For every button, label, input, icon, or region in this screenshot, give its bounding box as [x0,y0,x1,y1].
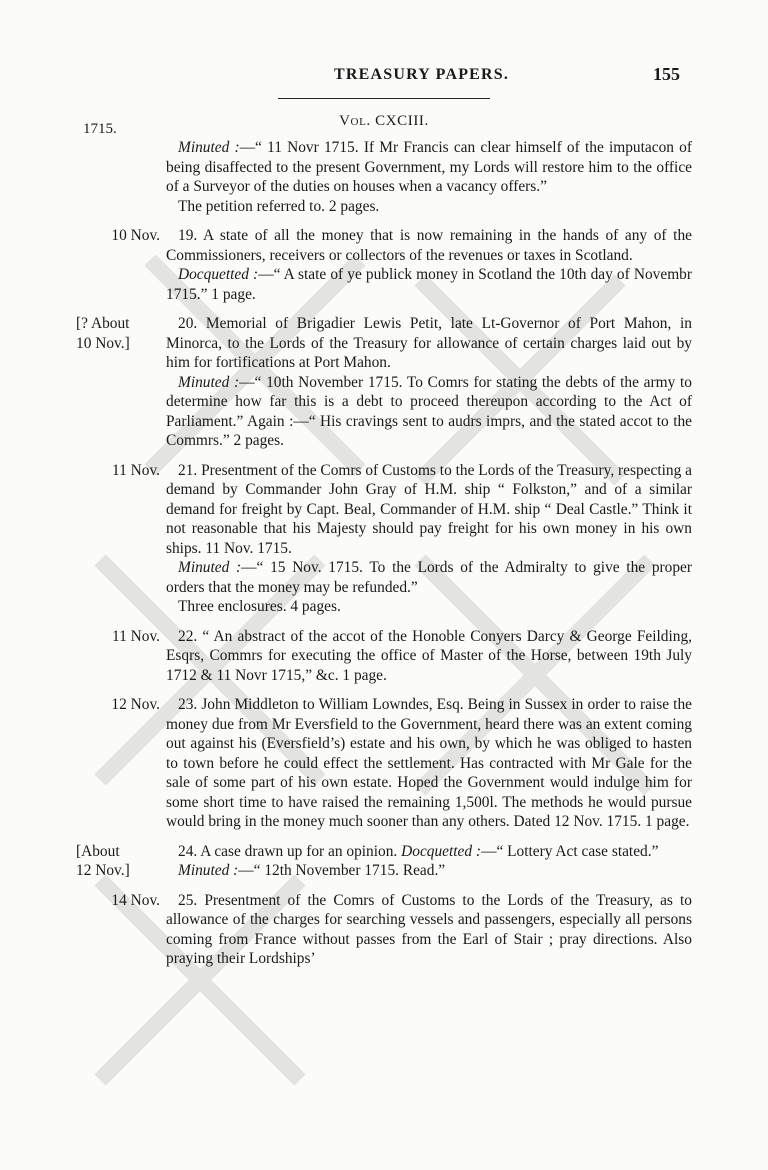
page-header [0,60,768,100]
minute-label: Minuted : [178,373,240,391]
entry-date: 11 Nov. [111,627,160,645]
docquet-label: Docquetted : [178,266,259,283]
entry-text: 24. A case drawn up for an opinion. [178,842,398,860]
entry-23 [0,695,768,832]
entry-date: [? About 10 Nov.] [76,315,130,352]
entry-date: 14 Nov. [111,891,160,909]
entry-text: 25. Presentment of the Comrs of Customs to the Lords of the Treasury, as to allowance of the charges for searching vessels and passengers, especially all persons coming from France without passes from the Earl of Stair ; pray directions. Also praying their Lordships’ [166,891,692,967]
docquet-text: —“ Lottery Act case stated.” [481,842,659,860]
entry-date: 11 Nov. [111,461,160,479]
volume-label: Vol. CXCIII. [339,113,429,129]
minute-label: Minuted : [178,559,242,576]
header-rule [278,98,490,99]
minute-label: Minuted : [178,139,240,156]
entry-24 [0,842,768,881]
entry-text: 22. “ An abstract of the accot of the Honoble Conyers Darcy & George Feilding, Esqrs, Commrs for executing the office of Master of the Horse, between 19th July 1712 & 11 Novr 1715,” &c. 1 page. [166,627,692,684]
entry-19 [0,226,768,304]
entry-continuation [0,138,768,216]
docquet-text: —“ A state of ye publick money in Scotland the 10th day of Novembr 1715.” 1 page. [166,266,692,303]
minute-text: —“ 10th November 1715. To Comrs for stating the debts of the army to determine how far this is a debt to proceed thereupon according to the Act of Parliament.” Again :—“ His cravings sent to audrs imprs, and the stated accot to the Commrs.” 2 pages. [166,373,692,449]
page-number: 155 [653,64,680,84]
entry-22 [0,627,768,686]
running-title: TREASURY PAPERS. [334,66,510,83]
entry-text: 23. John Middleton to William Lowndes, Esq. Being in Sussex in order to raise the money due from Mr Eversfield to the Government, heard there was an extent coming out against his (Eversfield’s) estate and his own, by which he was obliged to hasten to town before he could effect the settlement. Has contracted with Mr Gale for the sale of some part of his own estate. Hoped the Government would indulge him for some short time to have raised the remaining 1,500l. The methods he would pursue would bring in the money much sooner than any others. Dated 12 Nov. 1715. 1 page. [166,696,692,830]
entry-text: 21. Presentment of the Comrs of Customs to the Lords of the Treasury, respecting a demand by Commander John Gray of H.M. ship “ Folkston,” and of a similar demand for freight by Capt. Beal, Commander of H.M. ship “ Deal Castle.” Think it not reasonable that his Majesty should pay freight for his own money in his own ships. 11 Nov. 1715. [166,461,692,557]
entry-text: 19. A state of all the money that is now remaining in the hands of any of the Commissioners, receivers or collectors of the revenues or taxes in Scotland. [166,227,692,264]
entry-date: [About 12 Nov.] [76,842,130,879]
entries-list [0,138,768,979]
minute-label: Minuted : [178,862,239,879]
entry-date: 10 Nov. [111,227,160,244]
entry-25 [0,891,768,969]
docquet-label: Docquetted : [401,842,482,860]
minute-text: —“ 11 Novr 1715. If Mr Francis can clear himself of the imputacon of being disaffected to the present Government, my Lords will restore him to the office of a Surveyor of the duties on houses when a vacancy offers.” [166,139,693,195]
minute-text: —“ 15 Nov. 1715. To the Lords of the Admiralty to give the proper orders that the money may be refunded.” [166,559,692,596]
entry-note: Three enclosures. 4 pages. [178,598,341,615]
entry-note: The petition referred to. 2 pages. [178,197,380,215]
year-marker: 1715. [83,121,117,137]
entry-21 [0,461,768,617]
entry-20 [0,314,768,451]
minute-text: —“ 12th November 1715. Read.” [238,862,446,879]
entry-date: 12 Nov. [111,696,160,713]
entry-text: 20. Memorial of Brigadier Lewis Petit, late Lt-Governor of Port Mahon, in Minorca, to the Lords of the Treasury for allowance of certain charges laid out by him for fortifications at Port Mahon. [166,315,692,371]
